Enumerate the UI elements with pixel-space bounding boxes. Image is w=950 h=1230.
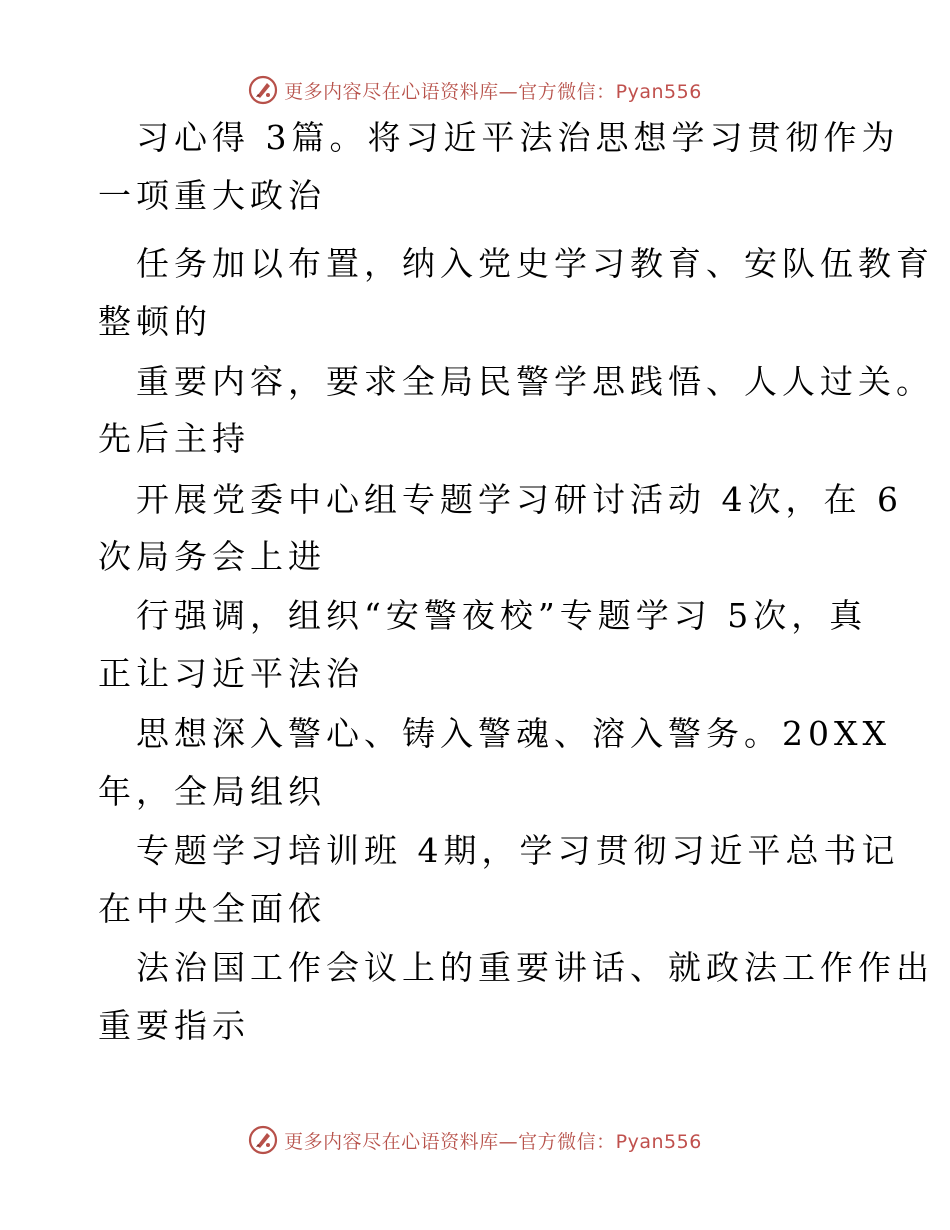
paragraph-line: 重要内容，要求全局民警学思践悟、人人过关。 <box>136 362 934 401</box>
watermark-text: 更多内容尽在心语资料库—官方微信：Pyan556 <box>284 80 702 103</box>
paragraph-line: 在中央全面依 <box>98 889 326 928</box>
watermark-text: 更多内容尽在心语资料库—官方微信：Pyan556 <box>284 1130 702 1153</box>
paragraph-line: 一项重大政治 <box>98 176 326 215</box>
paragraph-line: 任务加以布置，纳入党史学习教育、安队伍教育 <box>136 244 934 283</box>
paragraph-line: 专题学习培训班 4期，学习贯彻习近平总书记 <box>136 831 900 870</box>
paragraph-line: 重要指示 <box>98 1006 250 1045</box>
paragraph-line: 先后主持 <box>98 419 250 458</box>
paragraph-line: 法治国工作会议上的重要讲话、就政法工作作出 <box>136 948 934 987</box>
paragraph-line: 习心得 3篇。将习近平法治思想学习贯彻作为 <box>136 118 900 157</box>
paragraph-line: 正让习近平法治 <box>98 654 364 693</box>
paragraph-line: 次局务会上进 <box>98 537 326 576</box>
pen-circle-logo-icon <box>248 1125 278 1155</box>
pen-circle-logo-icon <box>248 75 278 105</box>
paragraph-line: 行强调，组织“安警夜校”专题学习 5次，真 <box>136 596 868 635</box>
paragraph-line: 整顿的 <box>98 302 212 341</box>
footer-watermark <box>0 1120 950 1160</box>
paragraph-line: 思想深入警心、铸入警魂、溶入警务。20XX <box>136 714 891 753</box>
header-watermark <box>0 70 950 110</box>
paragraph-line: 开展党委中心组专题学习研讨活动 4次，在 6 <box>136 480 903 519</box>
paragraph-line: 年，全局组织 <box>98 772 326 811</box>
